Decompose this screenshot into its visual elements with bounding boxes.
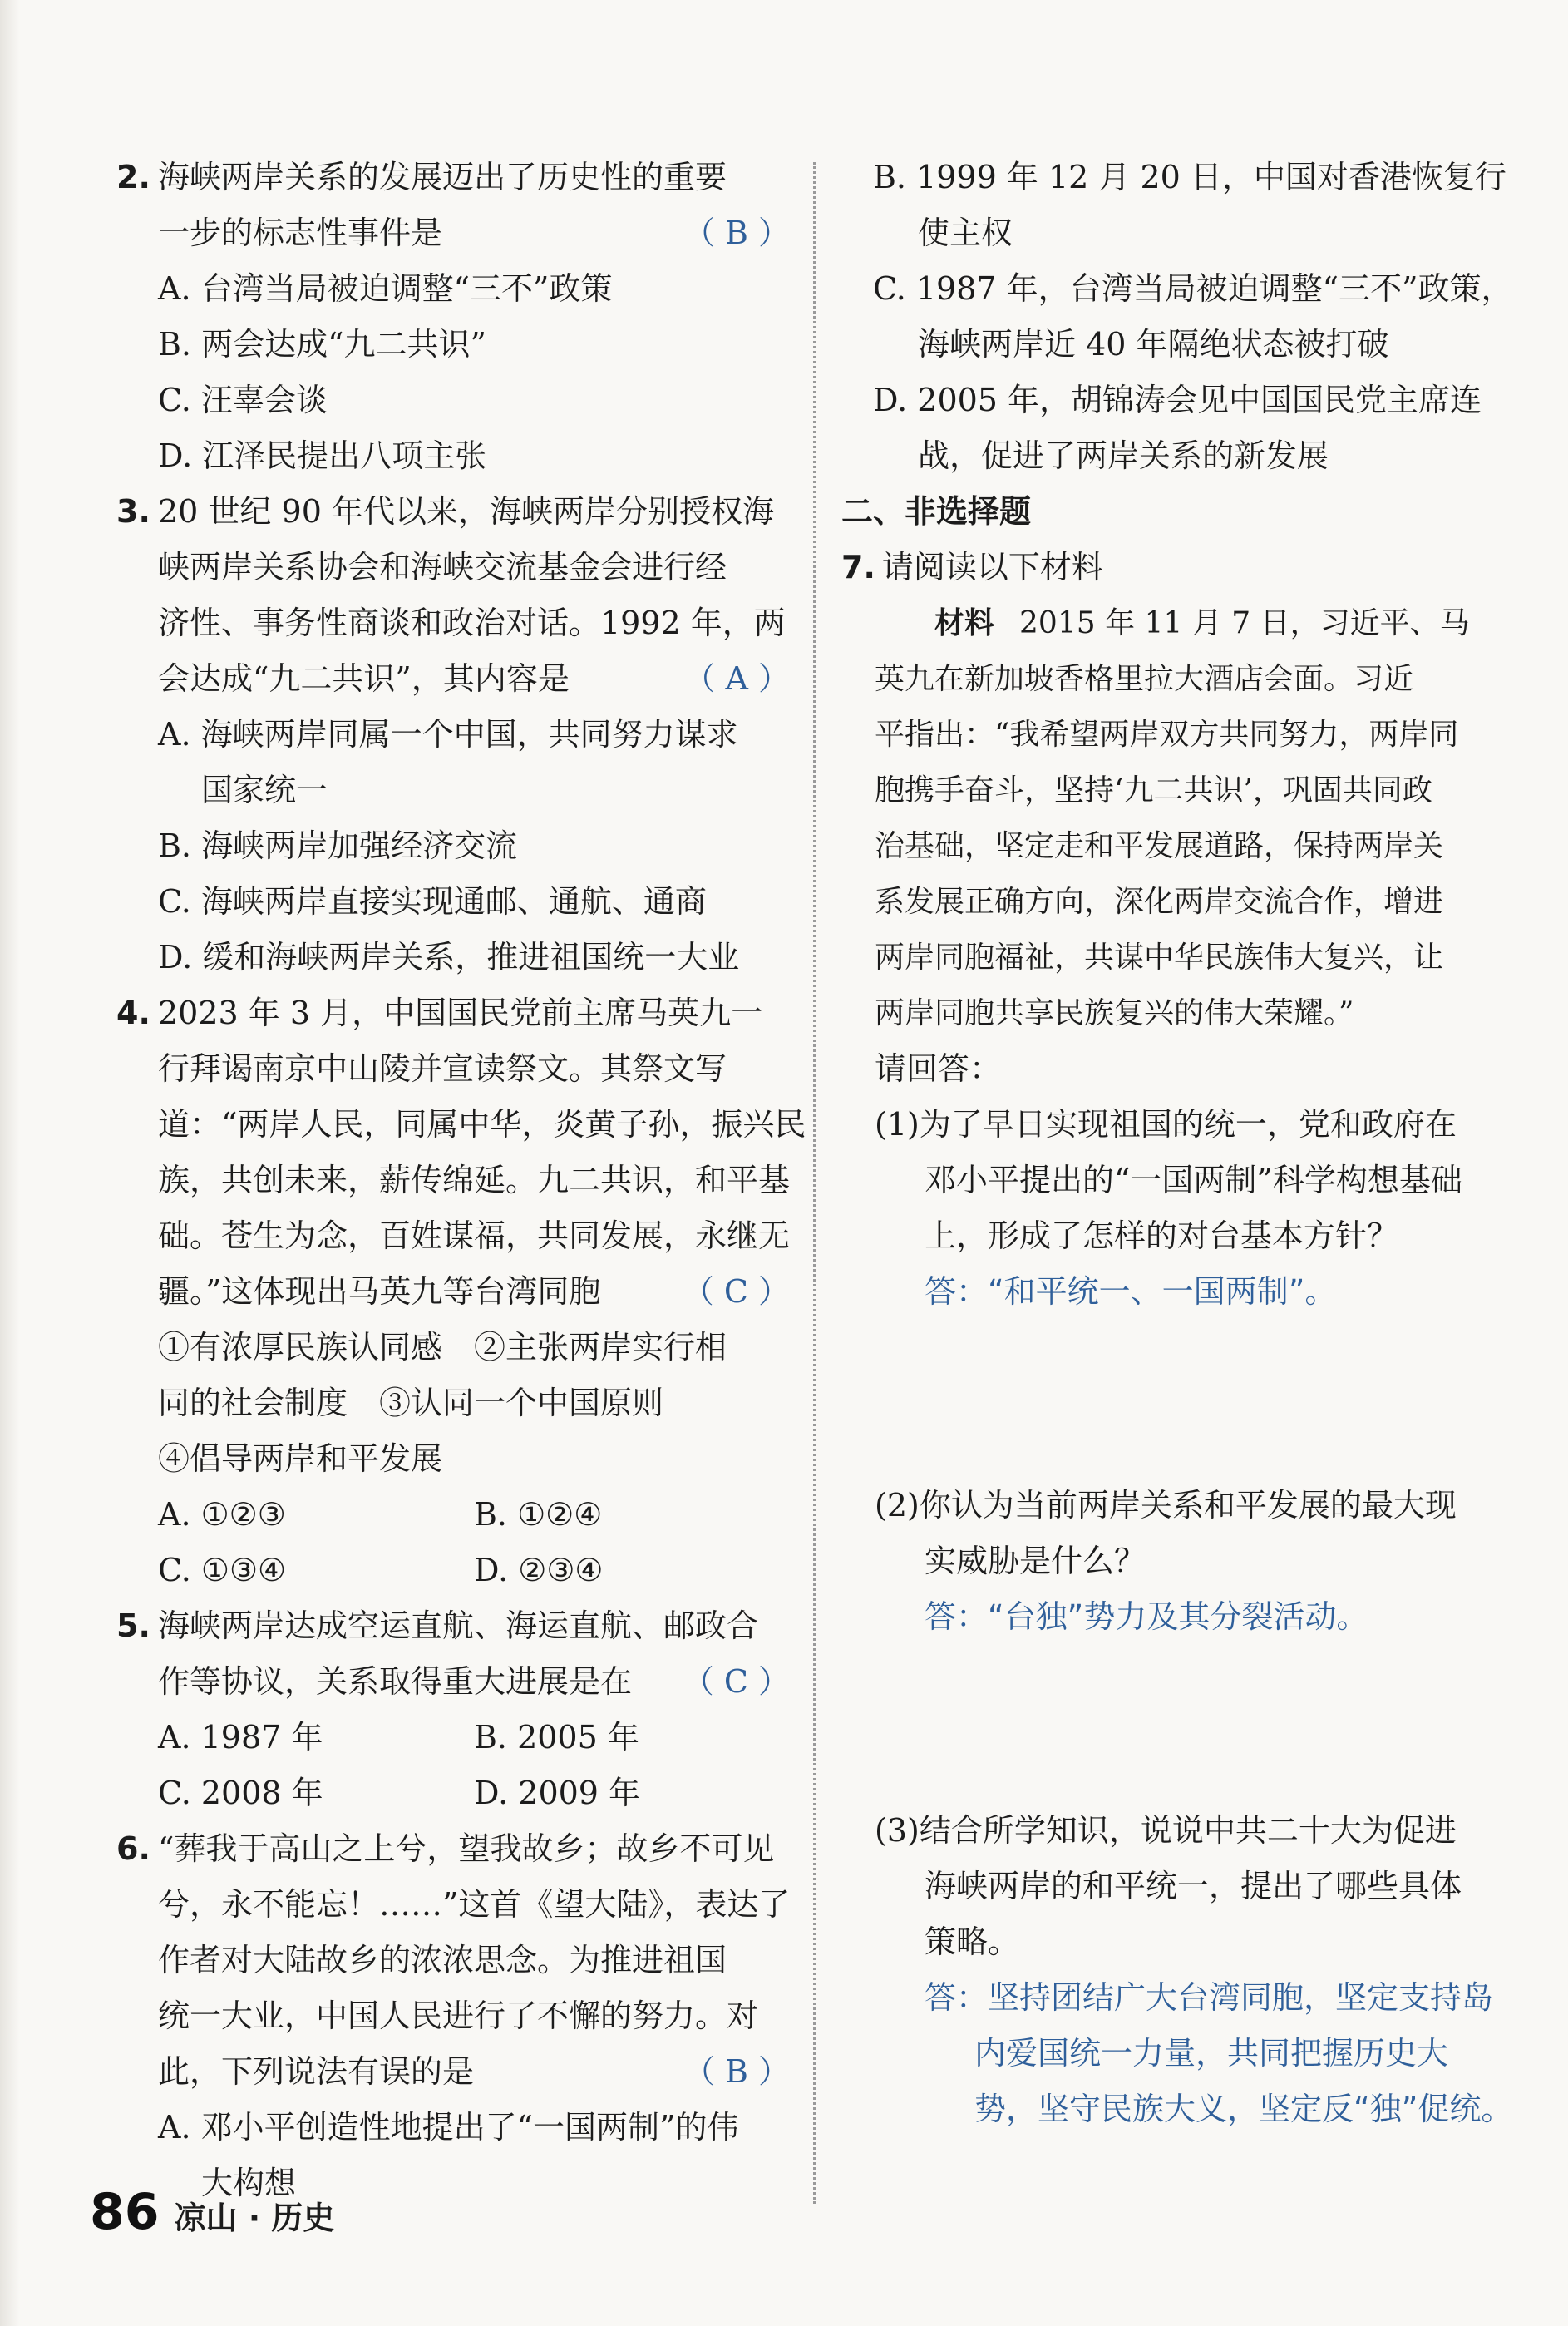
q4-line-2: 行拜谒南京中山陵并宣读祭文。其祭文写: [158, 1050, 727, 1087]
q4-line-6: 疆。”这体现出马英九等台湾同胞 （ C ）: [116, 1264, 790, 1320]
q7-answer-2: 答：“台独”势力及其分裂活动。: [925, 1598, 1368, 1635]
q6-line-3: 作者对大陆故乡的浓浓思念。为推进祖国: [158, 1942, 727, 1978]
q4-number: 4.: [116, 995, 150, 1031]
q3-option-b: B. 海峡两岸加强经济交流: [158, 827, 518, 864]
q7-sub1-line-3: 上，形成了怎样的对台基本方针？: [925, 1217, 1399, 1254]
q4-options-row-1: [116, 1487, 790, 1543]
column-divider: [813, 162, 816, 2204]
book-title: 凉山 · 历史: [174, 2200, 335, 2236]
q7-material-line-5: 治基础，坚定走和平发展道路，保持两岸关: [875, 829, 1444, 863]
q7-answer-3-line-3: 势，坚守民族大义，坚定反“独”促统。: [974, 2091, 1513, 2127]
q6-option-d-cont: 战，促进了两岸关系的新发展: [918, 437, 1329, 474]
q6-option-a-cont: 大构想: [201, 2165, 297, 2201]
q4-item-line-2: 同的社会制度 ③认同一个中国原则: [158, 1385, 664, 1421]
q3-line-2: 峡两岸关系协会和海峡交流基金会进行经: [158, 549, 727, 585]
q5-line-1: 5. 海峡两岸达成空运直航、海运直航、邮政合: [116, 1598, 790, 1654]
q7-material-line-4: 胞携手奋斗，坚持‘九二共识’，巩固共同政: [875, 773, 1432, 807]
q7-material-line-1: 材料 2015 年 11 月 7 日，习近平、马: [934, 606, 1470, 640]
q3-option-a: A. 海峡两岸同属一个中国，共同努力谋求: [158, 716, 738, 753]
q6-option-c: C. 1987 年，台湾当局被迫调整“三不”政策，: [873, 270, 1513, 307]
q2-answer: （ B ）: [683, 215, 790, 251]
q5-option-b: B. 2005 年: [474, 1719, 639, 1756]
page-footer: [90, 2183, 334, 2241]
q4-item-line-3: ④倡导两岸和平发展: [158, 1440, 443, 1477]
q5-line-2: 作等协议，关系取得重大进展是在 （ C ）: [116, 1654, 790, 1710]
q2-option-d: D. 江泽民提出八项主张: [158, 437, 487, 474]
material-label: 材料: [934, 606, 995, 640]
page-number: 86: [90, 2183, 160, 2241]
q6-option-b-cont: 使主权: [918, 215, 1013, 251]
q7-material-line-3: 平指出：“我希望两岸双方共同努力，两岸同: [875, 718, 1459, 752]
q7-sub3-line-1: (3)结合所学知识，说说中共二十大为促进: [875, 1812, 1457, 1849]
q7-material-line-6: 系发展正确方向，深化两岸交流合作，增进: [875, 885, 1444, 919]
q4-line-4: 族，共创未来，薪传绵延。九二共识，和平基: [158, 1162, 791, 1198]
q6-option-d: D. 2005 年，胡锦涛会见中国国民党主席连: [873, 382, 1482, 418]
q3-option-d: D. 缓和海峡两岸关系，推进祖国统一大业: [158, 939, 740, 975]
q6-option-a: A. 邓小平创造性地提出了“一国两制”的伟: [158, 2109, 739, 2146]
q7-sub3-line-3: 策略。: [925, 1924, 1020, 1960]
q6-option-b: B. 1999 年 12 月 20 日，中国对香港恢复行: [873, 159, 1506, 195]
q5-answer: （ C ）: [682, 1663, 790, 1700]
q7-ask: 请回答：: [875, 1050, 1002, 1087]
q7-sub1-line-2: 邓小平提出的“一国两制”科学构想基础: [925, 1162, 1462, 1198]
q4-option-b: B. ①②④: [474, 1496, 603, 1533]
q2-option-a: A. 台湾当局被迫调整“三不”政策: [158, 270, 613, 307]
left-column: [116, 150, 806, 2211]
q3-line-3: 济性、事务性商谈和政治对话。1992 年，两: [158, 605, 786, 641]
q4-line-3: 道：“两岸人民，同属中华，炎黄子孙，振兴民: [158, 1106, 806, 1143]
q2-line-1: 2. 海峡两岸关系的发展迈出了历史性的重要: [116, 150, 790, 205]
q4-option-a: A. ①②③: [158, 1496, 286, 1533]
q7-sub3-line-2: 海峡两岸的和平统一，提出了哪些具体: [925, 1868, 1462, 1904]
section-title: 二、非选择题: [841, 493, 1032, 530]
q5-option-c: C. 2008 年: [158, 1775, 323, 1811]
q6-line-5: 此，下列说法有误的是 （ B ）: [116, 2044, 790, 2100]
q2-number: 2.: [116, 159, 150, 195]
q4-option-c: C. ①③④: [158, 1552, 287, 1588]
q2-option-c: C. 汪辜会谈: [158, 382, 328, 418]
q6-answer: （ B ）: [683, 2053, 790, 2090]
q5-number: 5.: [116, 1607, 150, 1644]
q6-line-4: 统一大业，中国人民进行了不懈的努力。对: [158, 1998, 759, 2034]
q3-number: 3.: [116, 493, 150, 530]
q5-options-row-1: [116, 1710, 790, 1765]
q5-option-d: D. 2009 年: [474, 1775, 641, 1811]
q4-line-1: 4. 2023 年 3 月，中国国民党前主席马英九一: [116, 985, 790, 1041]
q3-option-c: C. 海峡两岸直接实现通邮、通航、通商: [158, 883, 707, 920]
q7-sub2-line-1: (2)你认为当前两岸关系和平发展的最大现: [875, 1487, 1457, 1524]
q4-line-5: 础。苍生为念，百姓谋福，共同发展，永继无: [158, 1217, 791, 1254]
page-edge-shadow: [0, 0, 20, 2326]
q6-option-c-cont: 海峡两岸近 40 年隔绝状态被打破: [918, 326, 1389, 363]
q7-intro: 7. 请阅读以下材料: [841, 549, 1103, 585]
q3-option-a-cont: 国家统一: [201, 772, 328, 808]
q2-line-2: 一步的标志性事件是 （ B ）: [116, 205, 790, 261]
q2-option-b: B. 两会达成“九二共识”: [158, 326, 486, 363]
q3-line-4: 会达成“九二共识”，其内容是 （ A ）: [116, 651, 790, 707]
q6-number: 6.: [116, 1830, 150, 1867]
q7-answer-3-line-1: 答：坚持团结广大台湾同胞，坚定支持岛: [925, 1979, 1494, 2016]
q5-option-a: A. 1987 年: [158, 1719, 323, 1756]
q6-line-2: 兮，永不能忘！……”这首《望大陆》，表达了: [158, 1886, 791, 1923]
q7-number: 7.: [841, 549, 875, 585]
q6-line-1: 6. “葬我于高山之上兮，望我故乡；故乡不可见: [116, 1821, 790, 1877]
q7-answer-1: 答：“和平统一、一国两制”。: [925, 1273, 1337, 1310]
q7-material-line-2: 英九在新加坡香格里拉大酒店会面。习近: [875, 662, 1414, 696]
q4-option-d: D. ②③④: [474, 1552, 604, 1588]
q7-material-line-8: 两岸同胞共享民族复兴的伟大荣耀。”: [875, 996, 1354, 1030]
q7-sub1-line-1: (1)为了早日实现祖国的统一，党和政府在: [875, 1106, 1457, 1143]
q3-line-1: 3. 20 世纪 90 年代以来，海峡两岸分别授权海: [116, 484, 790, 540]
q4-item-line-1: ①有浓厚民族认同感 ②主张两岸实行相: [158, 1329, 727, 1365]
right-column: [841, 150, 1515, 2137]
q7-answer-3-line-2: 内爱国统一力量，共同把握历史大: [974, 2035, 1449, 2072]
q4-options-row-2: [116, 1543, 790, 1598]
q7-material-line-7: 两岸同胞福祉，共谋中华民族伟大复兴，让: [875, 941, 1444, 975]
q3-answer: （ A ）: [683, 660, 790, 697]
q4-answer: （ C ）: [682, 1273, 790, 1310]
q7-sub2-line-2: 实威胁是什么？: [925, 1543, 1146, 1579]
q5-options-row-2: [116, 1765, 790, 1821]
